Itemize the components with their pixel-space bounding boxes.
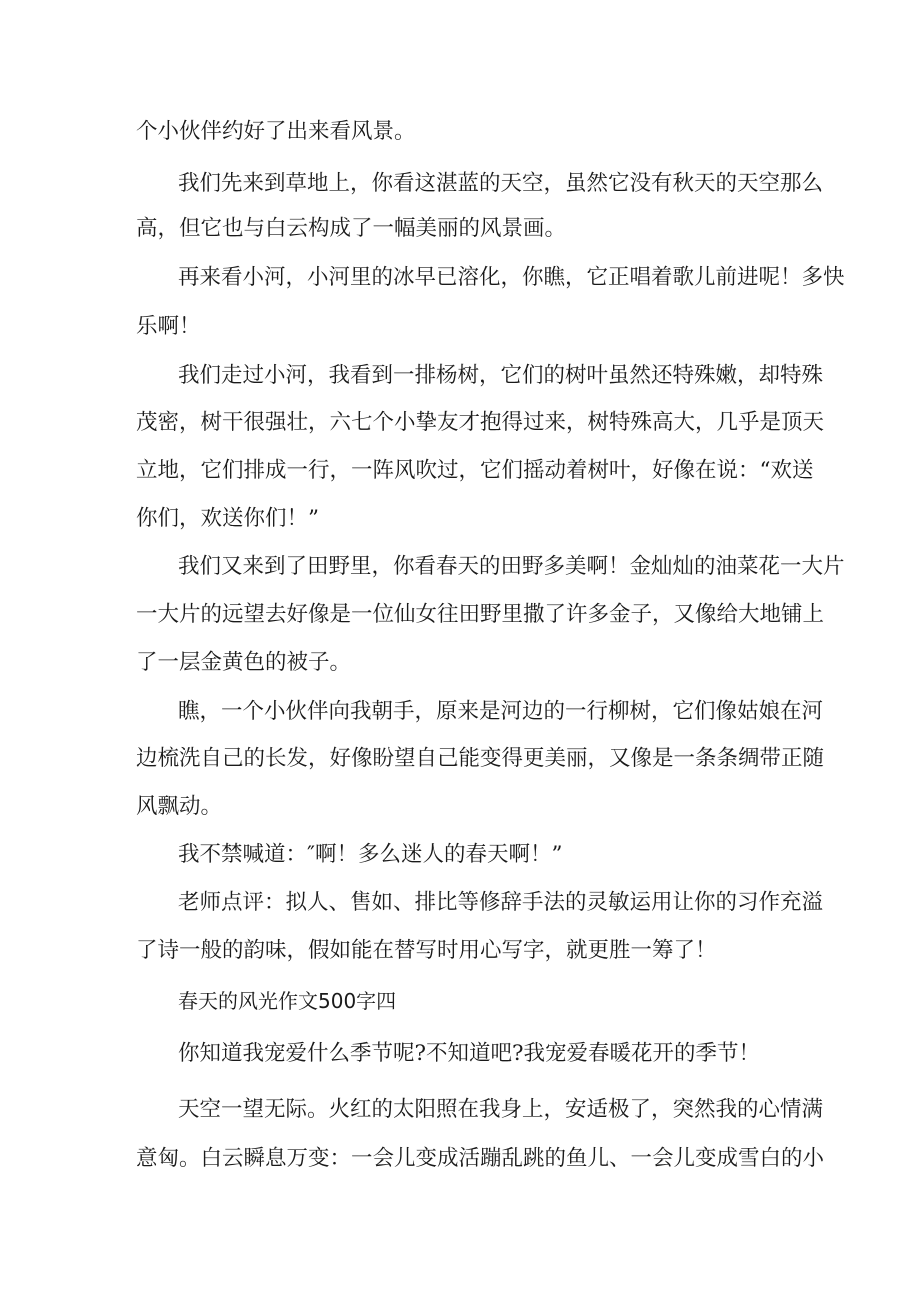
text-line-15: 风飘动。 bbox=[136, 794, 223, 819]
text-line-5: 乐啊！ bbox=[136, 314, 201, 339]
text-line-10: 我们又来到了田野里，你看春天的田野多美啊！金灿灿的油菜花一大片 bbox=[178, 554, 845, 579]
text-line-9: 你们，欢送你们！” bbox=[136, 506, 319, 531]
text-line-11: 一大片的远望去好像是一位仙女往田野里撒了许多金子，又像给大地铺上 bbox=[136, 602, 825, 627]
text-line-18: 了诗一般的韵味，假如能在替写时用心写字，就更胜一筹了！ bbox=[136, 938, 717, 963]
section-heading: 春天的风光作文500字四 bbox=[178, 989, 397, 1013]
text-line-3: 高，但它也与白云构成了一幅美丽的风景画。 bbox=[136, 216, 567, 241]
text-line-2: 我们先来到草地上，你看这湛蓝的天空，虽然它没有秋天的天空那么 bbox=[178, 171, 824, 196]
text-line-21: 天空一望无际。火红的太阳照在我身上，安适极了，突然我的心情满 bbox=[178, 1097, 824, 1122]
text-line-16: 我不禁喊道：″啊！多么迷人的春天啊！” bbox=[178, 842, 563, 867]
text-line-22: 意匈。白云瞬息万变：一会儿变成活蹦乱跳的鱼儿、一会儿变成雪白的小 bbox=[136, 1146, 825, 1171]
text-line-4: 再来看小河，小河里的冰早已溶化，你瞧，它正唱着歌儿前进呢！多快 bbox=[178, 265, 845, 290]
text-line-8: 立地，它们排成一行，一阵风吹过，它们摇动着树叶，好像在说：“欢送 bbox=[136, 458, 814, 483]
text-line-12: 了一层金黄色的被子。 bbox=[136, 650, 352, 675]
text-line-14: 边梳洗自己的长发，好像盼望自己能变得更美丽，又像是一条条绸带正随 bbox=[136, 746, 825, 771]
text-line-1: 个小伙伴约好了出来看风景。 bbox=[136, 119, 416, 144]
text-line-6: 我们走过小河，我看到一排杨树，它们的树叶虽然还特殊嫩，却特殊 bbox=[178, 363, 824, 388]
text-line-13: 瞧，一个小伙伴向我朝手，原来是河边的一行柳树，它们像姑娘在河 bbox=[178, 699, 824, 724]
text-line-20: 你知道我宠爱什么季节呢?不知道吧?我宠爱春暖花开的季节！ bbox=[178, 1041, 761, 1066]
text-line-17: 老师点评：拟人、售如、排比等修辞手法的灵敏运用让你的习作充溢 bbox=[178, 890, 824, 915]
text-line-7: 茂密，树干很强壮，六七个小挚友才抱得过来，树特殊高大，几乎是顶天 bbox=[136, 410, 825, 435]
